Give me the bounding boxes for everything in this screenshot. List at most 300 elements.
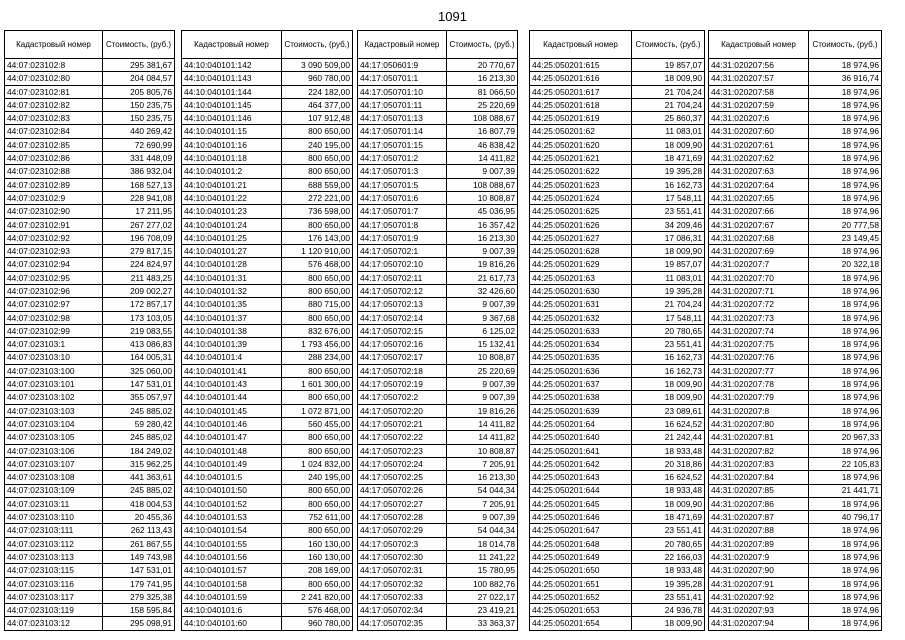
table-row [530, 311, 705, 324]
table-row [182, 59, 353, 72]
cadastral-number-cell: 44:07:023102:82 [5, 98, 103, 111]
table-row [530, 511, 705, 524]
table-row [709, 537, 882, 550]
cost-cell: 752 611,00 [282, 511, 353, 524]
cadastral-number-cell: 44:25:050201:616 [530, 72, 632, 85]
table-row [530, 484, 705, 497]
cadastral-number-cell: 44:07:023103:106 [5, 444, 103, 457]
table-row [530, 564, 705, 577]
table-row [709, 484, 882, 497]
table-row [182, 178, 353, 191]
table-row [358, 590, 518, 603]
cost-cell: 576 468,00 [282, 604, 353, 617]
cadastral-table-5 [708, 30, 882, 631]
table-row [182, 378, 353, 391]
table-row [5, 205, 175, 218]
cost-cell: 228 941,08 [103, 191, 175, 204]
cost-cell: 832 676,00 [282, 324, 353, 337]
table-row [5, 577, 175, 590]
cost-cell: 33 363,37 [447, 617, 518, 630]
cadastral-number-cell: 44:25:050201:629 [530, 258, 632, 271]
cost-cell: 23 149,45 [809, 231, 882, 244]
cost-cell: 800 650,00 [282, 165, 353, 178]
table-row [182, 311, 353, 324]
table-row [358, 524, 518, 537]
cadastral-number-cell: 44:07:023103:107 [5, 457, 103, 470]
table-header-row [358, 31, 518, 59]
cadastral-number-cell: 44:17:050701:15 [358, 138, 447, 151]
cost-cell: 108 088,67 [447, 112, 518, 125]
cadastral-number-cell: 44:07:023102:88 [5, 165, 103, 178]
cadastral-number-cell: 44:31:020207:61 [709, 138, 809, 151]
cadastral-number-cell: 44:17:050701:7 [358, 205, 447, 218]
cadastral-number-cell: 44:25:050201:618 [530, 98, 632, 111]
table-row [5, 285, 175, 298]
cost-cell: 1 793 456,00 [282, 338, 353, 351]
cadastral-number-cell: 44:10:040101:52 [182, 497, 282, 510]
cost-cell: 245 885,02 [103, 404, 175, 417]
table-row [709, 391, 882, 404]
table-row [530, 298, 705, 311]
cadastral-number-cell: 44:17:050702:32 [358, 577, 447, 590]
cadastral-number-cell: 44:07:023102:92 [5, 231, 103, 244]
table-row [709, 112, 882, 125]
cost-cell: 54 044,34 [447, 524, 518, 537]
cost-cell: 288 234,00 [282, 351, 353, 364]
table-row [709, 471, 882, 484]
cadastral-number-cell: 44:25:050201:634 [530, 338, 632, 351]
table-row [182, 511, 353, 524]
cost-cell: 20 967,33 [809, 431, 882, 444]
cadastral-number-cell: 44:17:050702:18 [358, 364, 447, 377]
cost-cell: 40 796,17 [809, 511, 882, 524]
cadastral-number-cell: 44:10:040101:18 [182, 152, 282, 165]
cadastral-number-cell: 44:07:023102:98 [5, 311, 103, 324]
table-row [5, 165, 175, 178]
table-row [5, 537, 175, 550]
cadastral-number-cell: 44:31:020207:73 [709, 311, 809, 324]
table-row [5, 457, 175, 470]
cadastral-number-cell: 44:07:023102:85 [5, 138, 103, 151]
cost-cell: 2 241 820,00 [282, 590, 353, 603]
cost-cell: 18 009,90 [632, 138, 705, 151]
cadastral-number-cell: 44:17:050702:28 [358, 511, 447, 524]
cadastral-number-cell: 44:25:050201:654 [530, 617, 632, 630]
table-row [5, 178, 175, 191]
table-row [530, 98, 705, 111]
cadastral-number-cell: 44:25:050201:649 [530, 550, 632, 563]
table-row [358, 378, 518, 391]
table-row [530, 285, 705, 298]
table-row [709, 364, 882, 377]
table-row [358, 59, 518, 72]
table-row [182, 125, 353, 138]
cost-cell: 18 974,96 [809, 324, 882, 337]
table-row [709, 85, 882, 98]
cadastral-number-cell: 44:07:023102:89 [5, 178, 103, 191]
cost-cell: 179 741,95 [103, 577, 175, 590]
cadastral-number-cell: 44:31:020207:7 [709, 258, 809, 271]
cadastral-number-cell: 44:07:023102:95 [5, 271, 103, 284]
cadastral-number-cell: 44:31:020207:88 [709, 524, 809, 537]
table-row [5, 511, 175, 524]
cadastral-number-cell: 44:25:050201:632 [530, 311, 632, 324]
cost-cell: 267 277,02 [103, 218, 175, 231]
table-row [709, 138, 882, 151]
cadastral-number-cell: 44:31:020207:79 [709, 391, 809, 404]
cost-cell: 800 650,00 [282, 524, 353, 537]
cost-cell: 18 933,48 [632, 444, 705, 457]
table-row [5, 364, 175, 377]
table-row [358, 152, 518, 165]
cost-cell: 18 974,96 [809, 524, 882, 537]
table-row [358, 391, 518, 404]
cost-cell: 20 318,86 [632, 457, 705, 470]
cost-cell: 440 269,42 [103, 125, 175, 138]
table-row [709, 245, 882, 258]
cost-cell: 1 601 300,00 [282, 378, 353, 391]
cadastral-number-cell: 44:10:040101:37 [182, 311, 282, 324]
cadastral-number-cell: 44:17:050702:35 [358, 617, 447, 630]
table-row [358, 72, 518, 85]
cadastral-number-cell: 44:10:040101:41 [182, 364, 282, 377]
column-header-cost: Стоимость, (руб.) [809, 31, 882, 59]
table-row [182, 404, 353, 417]
table-row [358, 617, 518, 630]
table-row [709, 511, 882, 524]
table-row [709, 59, 882, 72]
cost-cell: 19 395,28 [632, 577, 705, 590]
table-row [358, 245, 518, 258]
cost-cell: 22 105,83 [809, 457, 882, 470]
cadastral-number-cell: 44:07:023103:115 [5, 564, 103, 577]
table-row [5, 271, 175, 284]
table-row [5, 112, 175, 125]
table-header-row [709, 31, 882, 59]
cadastral-number-cell: 44:25:050201:653 [530, 604, 632, 617]
cadastral-number-cell: 44:31:020207:67 [709, 218, 809, 231]
cadastral-number-cell: 44:25:050201:635 [530, 351, 632, 364]
table-row [182, 271, 353, 284]
table-row [182, 364, 353, 377]
cadastral-number-cell: 44:07:023103:100 [5, 364, 103, 377]
table-row [5, 524, 175, 537]
cost-cell: 18 974,96 [809, 59, 882, 72]
table-row [358, 338, 518, 351]
table-row [358, 577, 518, 590]
cadastral-number-cell: 44:31:020207:92 [709, 590, 809, 603]
cost-cell: 14 411,82 [447, 418, 518, 431]
table-row [530, 72, 705, 85]
cost-cell: 16 162,73 [632, 351, 705, 364]
cadastral-number-cell: 44:07:023103:109 [5, 484, 103, 497]
cadastral-number-cell: 44:17:050702:25 [358, 471, 447, 484]
table-row [709, 338, 882, 351]
table-row [358, 218, 518, 231]
cost-cell: 19 395,28 [632, 285, 705, 298]
cost-cell: 800 650,00 [282, 218, 353, 231]
cadastral-number-cell: 44:17:050701:11 [358, 98, 447, 111]
cost-cell: 800 650,00 [282, 364, 353, 377]
cost-cell: 18 974,96 [809, 245, 882, 258]
cost-cell: 158 595,84 [103, 604, 175, 617]
table-header-row [5, 31, 175, 59]
cost-cell: 960 780,00 [282, 72, 353, 85]
table-row [709, 205, 882, 218]
cost-cell: 1 024 832,00 [282, 457, 353, 470]
cadastral-number-cell: 44:31:020207:9 [709, 550, 809, 563]
cost-cell: 279 817,15 [103, 245, 175, 258]
cost-cell: 413 086,83 [103, 338, 175, 351]
cost-cell: 196 708,09 [103, 231, 175, 244]
cost-cell: 18 009,90 [632, 497, 705, 510]
cadastral-number-cell: 44:07:023103:102 [5, 391, 103, 404]
table-row [5, 391, 175, 404]
cadastral-number-cell: 44:31:020207:60 [709, 125, 809, 138]
cost-cell: 18 933,48 [632, 484, 705, 497]
cadastral-number-cell: 44:17:050702:20 [358, 404, 447, 417]
cost-cell: 100 882,76 [447, 577, 518, 590]
cost-cell: 19 395,28 [632, 165, 705, 178]
table-row [182, 471, 353, 484]
cadastral-number-cell: 44:17:050702:30 [358, 550, 447, 563]
table-row [358, 404, 518, 417]
cost-cell: 211 483,25 [103, 271, 175, 284]
cost-cell: 464 377,00 [282, 98, 353, 111]
cadastral-number-cell: 44:07:023103:111 [5, 524, 103, 537]
cadastral-number-cell: 44:07:023103:119 [5, 604, 103, 617]
table-row [358, 271, 518, 284]
cadastral-number-cell: 44:25:050201:651 [530, 577, 632, 590]
cadastral-number-cell: 44:10:040101:28 [182, 258, 282, 271]
cadastral-number-cell: 44:17:050702:11 [358, 271, 447, 284]
cost-cell: 23 551,41 [632, 205, 705, 218]
cadastral-number-cell: 44:25:050201:637 [530, 378, 632, 391]
cadastral-number-cell: 44:17:050702:1 [358, 245, 447, 258]
table-row [5, 191, 175, 204]
cadastral-number-cell: 44:17:050702:17 [358, 351, 447, 364]
cost-cell: 16 807,79 [447, 125, 518, 138]
cost-cell: 15 780,95 [447, 564, 518, 577]
cadastral-number-cell: 44:25:050201:621 [530, 152, 632, 165]
cadastral-number-cell: 44:10:040101:39 [182, 338, 282, 351]
table-row [530, 59, 705, 72]
cost-cell: 800 650,00 [282, 497, 353, 510]
cost-cell: 800 650,00 [282, 311, 353, 324]
cadastral-number-cell: 44:31:020207:91 [709, 577, 809, 590]
cadastral-number-cell: 44:10:040101:146 [182, 112, 282, 125]
column-header-cadastral-number: Кадастровый номер [709, 31, 809, 59]
table-row [709, 72, 882, 85]
table-row [709, 165, 882, 178]
cost-cell: 240 195,00 [282, 138, 353, 151]
cost-cell: 18 974,96 [809, 112, 882, 125]
table-row [182, 112, 353, 125]
column-header-cost: Стоимость, (руб.) [103, 31, 175, 59]
table-row [530, 471, 705, 484]
cadastral-number-cell: 44:07:023103:113 [5, 550, 103, 563]
cost-cell: 224 182,00 [282, 85, 353, 98]
cadastral-number-cell: 44:17:050701:14 [358, 125, 447, 138]
table-row [182, 245, 353, 258]
cost-cell: 46 838,42 [447, 138, 518, 151]
cost-cell: 17 211,95 [103, 205, 175, 218]
table-row [530, 604, 705, 617]
table-row [5, 378, 175, 391]
cost-cell: 21 704,24 [632, 85, 705, 98]
cost-cell: 25 220,69 [447, 98, 518, 111]
cost-cell: 560 455,00 [282, 418, 353, 431]
cost-cell: 245 885,02 [103, 431, 175, 444]
cadastral-number-cell: 44:25:050201:625 [530, 205, 632, 218]
cost-cell: 7 205,91 [447, 497, 518, 510]
cadastral-number-cell: 44:17:050701:5 [358, 178, 447, 191]
cost-cell: 9 007,39 [447, 511, 518, 524]
cost-cell: 18 014,78 [447, 537, 518, 550]
cost-cell: 18 974,96 [809, 205, 882, 218]
table-row [530, 577, 705, 590]
table-row [709, 404, 882, 417]
cadastral-number-cell: 44:31:020207:74 [709, 324, 809, 337]
cost-cell: 168 527,13 [103, 178, 175, 191]
table-row [530, 245, 705, 258]
cadastral-number-cell: 44:10:040101:142 [182, 59, 282, 72]
table-row [709, 378, 882, 391]
table-row [530, 178, 705, 191]
cost-cell: 20 455,36 [103, 511, 175, 524]
table-row [709, 231, 882, 244]
cadastral-number-cell: 44:31:020207:90 [709, 564, 809, 577]
cadastral-number-cell: 44:31:020207:93 [709, 604, 809, 617]
table-row [182, 431, 353, 444]
cost-cell: 18 974,96 [809, 418, 882, 431]
table-row [709, 285, 882, 298]
cadastral-number-cell: 44:31:020207:8 [709, 404, 809, 417]
table-row [358, 258, 518, 271]
cost-cell: 22 166,03 [632, 550, 705, 563]
cadastral-number-cell: 44:07:023102:97 [5, 298, 103, 311]
table-row [709, 258, 882, 271]
cost-cell: 18 974,96 [809, 178, 882, 191]
table-row [5, 444, 175, 457]
cost-cell: 18 471,69 [632, 152, 705, 165]
cadastral-number-cell: 44:17:050702:19 [358, 378, 447, 391]
table-row [182, 98, 353, 111]
cost-cell: 960 780,00 [282, 617, 353, 630]
cadastral-number-cell: 44:31:020207:58 [709, 85, 809, 98]
table-row [182, 617, 353, 630]
cost-cell: 10 808,87 [447, 191, 518, 204]
cadastral-number-cell: 44:17:050702:13 [358, 298, 447, 311]
cadastral-number-cell: 44:25:050201:626 [530, 218, 632, 231]
cost-cell: 272 221,00 [282, 191, 353, 204]
cadastral-number-cell: 44:10:040101:59 [182, 590, 282, 603]
cost-cell: 9 367,68 [447, 311, 518, 324]
column-header-cadastral-number: Кадастровый номер [530, 31, 632, 59]
cadastral-number-cell: 44:31:020207:64 [709, 178, 809, 191]
table-row [182, 298, 353, 311]
cadastral-number-cell: 44:07:023102:93 [5, 245, 103, 258]
cadastral-number-cell: 44:25:050201:641 [530, 444, 632, 457]
cost-cell: 18 974,96 [809, 378, 882, 391]
cadastral-number-cell: 44:25:050201:639 [530, 404, 632, 417]
table-row [530, 364, 705, 377]
cadastral-number-cell: 44:31:020207:78 [709, 378, 809, 391]
cost-cell: 107 912,48 [282, 112, 353, 125]
cost-cell: 11 083,01 [632, 125, 705, 138]
cadastral-number-cell: 44:10:040101:47 [182, 431, 282, 444]
cost-cell: 147 531,01 [103, 564, 175, 577]
cost-cell: 16 213,30 [447, 471, 518, 484]
cost-cell: 54 044,34 [447, 484, 518, 497]
table-row [358, 511, 518, 524]
cost-cell: 18 974,96 [809, 351, 882, 364]
cadastral-number-cell: 44:10:040101:43 [182, 378, 282, 391]
cost-cell: 18 974,96 [809, 391, 882, 404]
cost-cell: 18 974,96 [809, 191, 882, 204]
cadastral-number-cell: 44:25:050201:619 [530, 112, 632, 125]
table-row [709, 497, 882, 510]
table-row [182, 72, 353, 85]
table-row [5, 98, 175, 111]
cost-cell: 17 548,11 [632, 191, 705, 204]
cadastral-number-cell: 44:31:020207:89 [709, 537, 809, 550]
table-row [5, 311, 175, 324]
cadastral-number-cell: 44:25:050201:638 [530, 391, 632, 404]
cost-cell: 18 471,69 [632, 511, 705, 524]
table-row [530, 391, 705, 404]
table-row [358, 444, 518, 457]
cost-cell: 325 060,00 [103, 364, 175, 377]
cost-cell: 219 083,55 [103, 324, 175, 337]
cadastral-number-cell: 44:31:020207:94 [709, 617, 809, 630]
table-row [182, 285, 353, 298]
cadastral-number-cell: 44:10:040101:143 [182, 72, 282, 85]
cadastral-number-cell: 44:25:050201:644 [530, 484, 632, 497]
cost-cell: 18 974,96 [809, 138, 882, 151]
table-row [709, 418, 882, 431]
table-row [5, 351, 175, 364]
cost-cell: 19 816,26 [447, 404, 518, 417]
cost-cell: 108 088,67 [447, 178, 518, 191]
cost-cell: 10 808,87 [447, 444, 518, 457]
cadastral-number-cell: 44:10:040101:60 [182, 617, 282, 630]
cost-cell: 800 650,00 [282, 577, 353, 590]
cadastral-number-cell: 44:10:040101:2 [182, 165, 282, 178]
cadastral-number-cell: 44:25:050201:62 [530, 125, 632, 138]
cost-cell: 172 857,17 [103, 298, 175, 311]
table-row [530, 524, 705, 537]
cost-cell: 23 089,61 [632, 404, 705, 417]
table-row [182, 85, 353, 98]
cost-cell: 184 249,02 [103, 444, 175, 457]
table-row [530, 191, 705, 204]
cost-cell: 800 650,00 [282, 152, 353, 165]
table-row [182, 444, 353, 457]
table-row [182, 524, 353, 537]
table-row [5, 497, 175, 510]
cadastral-number-cell: 44:10:040101:35 [182, 298, 282, 311]
table-row [530, 324, 705, 337]
table-row [5, 431, 175, 444]
table-row [358, 298, 518, 311]
table-header-row [182, 31, 353, 59]
table-row [709, 178, 882, 191]
cost-cell: 59 280,42 [103, 418, 175, 431]
cadastral-number-cell: 44:17:050702:12 [358, 285, 447, 298]
cost-cell: 18 009,90 [632, 391, 705, 404]
cadastral-number-cell: 44:07:023103:116 [5, 577, 103, 590]
